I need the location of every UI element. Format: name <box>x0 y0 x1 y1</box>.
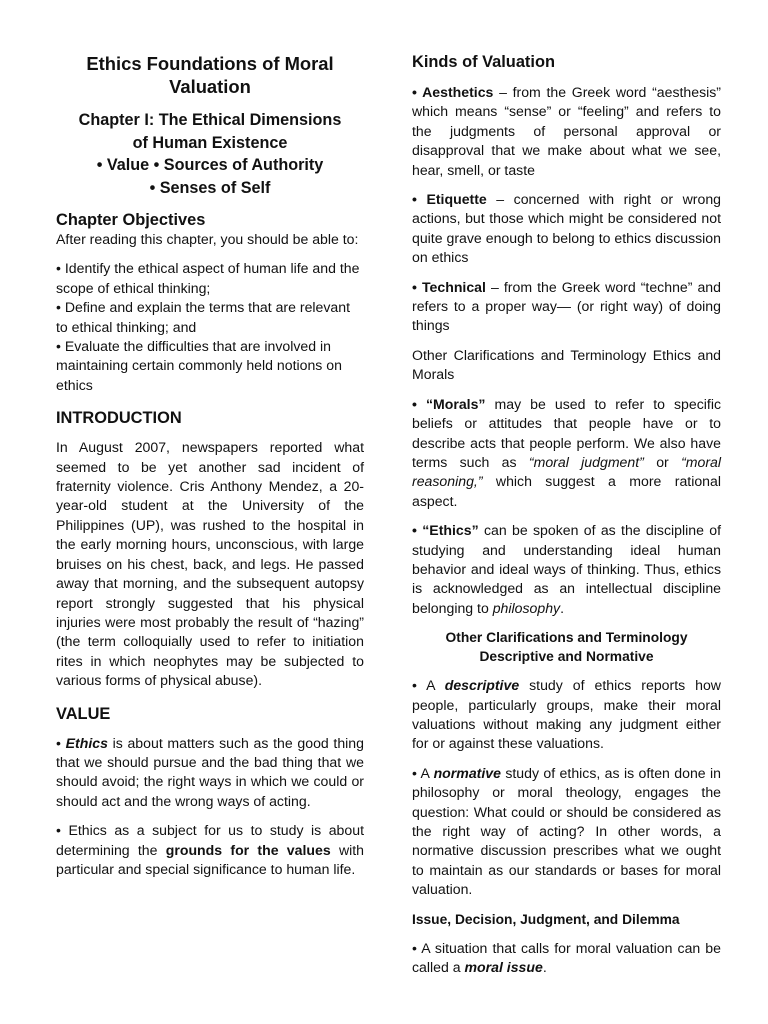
objectives-heading: Chapter Objectives <box>56 211 206 229</box>
objectives-intro: After reading this chapter, you should be able to: <box>56 231 359 247</box>
left-column <box>56 52 364 879</box>
chapter-line-4: • Senses of Self <box>149 178 271 197</box>
ethics-term: Ethics <box>65 734 108 751</box>
value-paragraph-1: • Ethics is about matters such as the good thing that we should pursue and the bad thing that we should avoid; the right ways in which we could or should act and the wrong ways of acting. <box>56 734 364 809</box>
normative-paragraph: • A normative study of ethics, as is often done in philosophy or moral theology, engages the question: What could or should be considered as the right way of acting? In other words, a normative discussion prescribes what we ought to maintain as our standards or bases for moral valuation. <box>412 764 721 898</box>
value-heading: VALUE <box>56 704 111 723</box>
descriptive-paragraph: • A descriptive study of ethics reports how people, particularly groups, make their moral valuations without making any judgment either for or against these valuations. <box>412 677 721 752</box>
objective-item: • Identify the ethical aspect of human life and the scope of ethical thinking; <box>56 260 360 296</box>
chapter-line-1: Chapter I: The Ethical Dimensions <box>78 111 342 129</box>
introduction-text: In August 2007, newspapers reported what seemed to be yet another sad incident of fraternity violence. Cris Anthony Mendez, a 20-year-old student at the University of the Philippines (UP), was rushed to the hospital in the early morning hours, unconscious, with large bruises on his chest, back, and legs. He passed away that morning, and the subsequent autopsy report strongly suggested that his physical injuries were most probably the result of “hazing” (the term colloquially used to refer to initiation rites in which neophytes may be subjected to various forms of physical abuse). <box>56 439 364 689</box>
chapter-line-2: of Human Existence <box>132 133 288 152</box>
grounds-term: grounds for the values <box>165 841 331 858</box>
objective-item: • Evaluate the difficulties that are involved in maintaining certain commonly held notions on ethics <box>56 338 342 393</box>
kinds-of-valuation-heading: Kinds of Valuation <box>412 53 555 71</box>
introduction-heading: INTRODUCTION <box>56 409 182 428</box>
aesthetics-paragraph: • Aesthetics – from the Greek word “aesthesis” which means “sense” or “feeling” and refers to the judgments of personal approval or disapproval that we make about what we see, hear, smell, or taste <box>412 84 722 178</box>
morals-paragraph: • “Morals” may be used to refer to specific beliefs or attitudes that people have or to describe acts that people perform. We also have terms such as “moral judgment” or “moral reasoning,” which suggest a more rational aspect. <box>412 395 721 509</box>
right-column <box>412 52 721 977</box>
descriptive-normative-heading: Other Clarifications and Terminology Descriptive and Normative <box>445 630 688 665</box>
ethics-paragraph: • “Ethics” can be spoken of as the discipline of studying and understanding ideal human behavior and ideal ways of thinking. Thus, ethics is acknowledged as an intellectual discipline belonging to philosophy. <box>412 522 721 616</box>
other-clarifications-line: Other Clarifications and Terminology Ethics and Morals <box>412 346 721 383</box>
chapter-heading <box>56 109 364 199</box>
etiquette-paragraph: • Etiquette – concerned with right or wrong actions, but those which might be considered not quite grave enough to belong to ethics discussion on ethics <box>412 191 721 266</box>
issue-decision-heading: Issue, Decision, Judgment, and Dilemma <box>412 911 680 927</box>
objective-item: • Define and explain the terms that are relevant to ethical thinking; and <box>56 299 351 335</box>
chapter-line-3: • Value • Sources of Authority <box>96 156 324 174</box>
value-paragraph-2: • Ethics as a subject for us to study is about determining the grounds for the values with particular and special significance to human life. <box>56 822 365 877</box>
moral-issue-paragraph: • A situation that calls for moral valuation can be called a moral issue. <box>412 939 721 976</box>
document-title: Ethics Foundations of Moral Valuation <box>86 53 334 97</box>
technical-paragraph: • Technical – from the Greek word “techne” and refers to a proper way— (or right way) of doing things <box>412 278 721 334</box>
